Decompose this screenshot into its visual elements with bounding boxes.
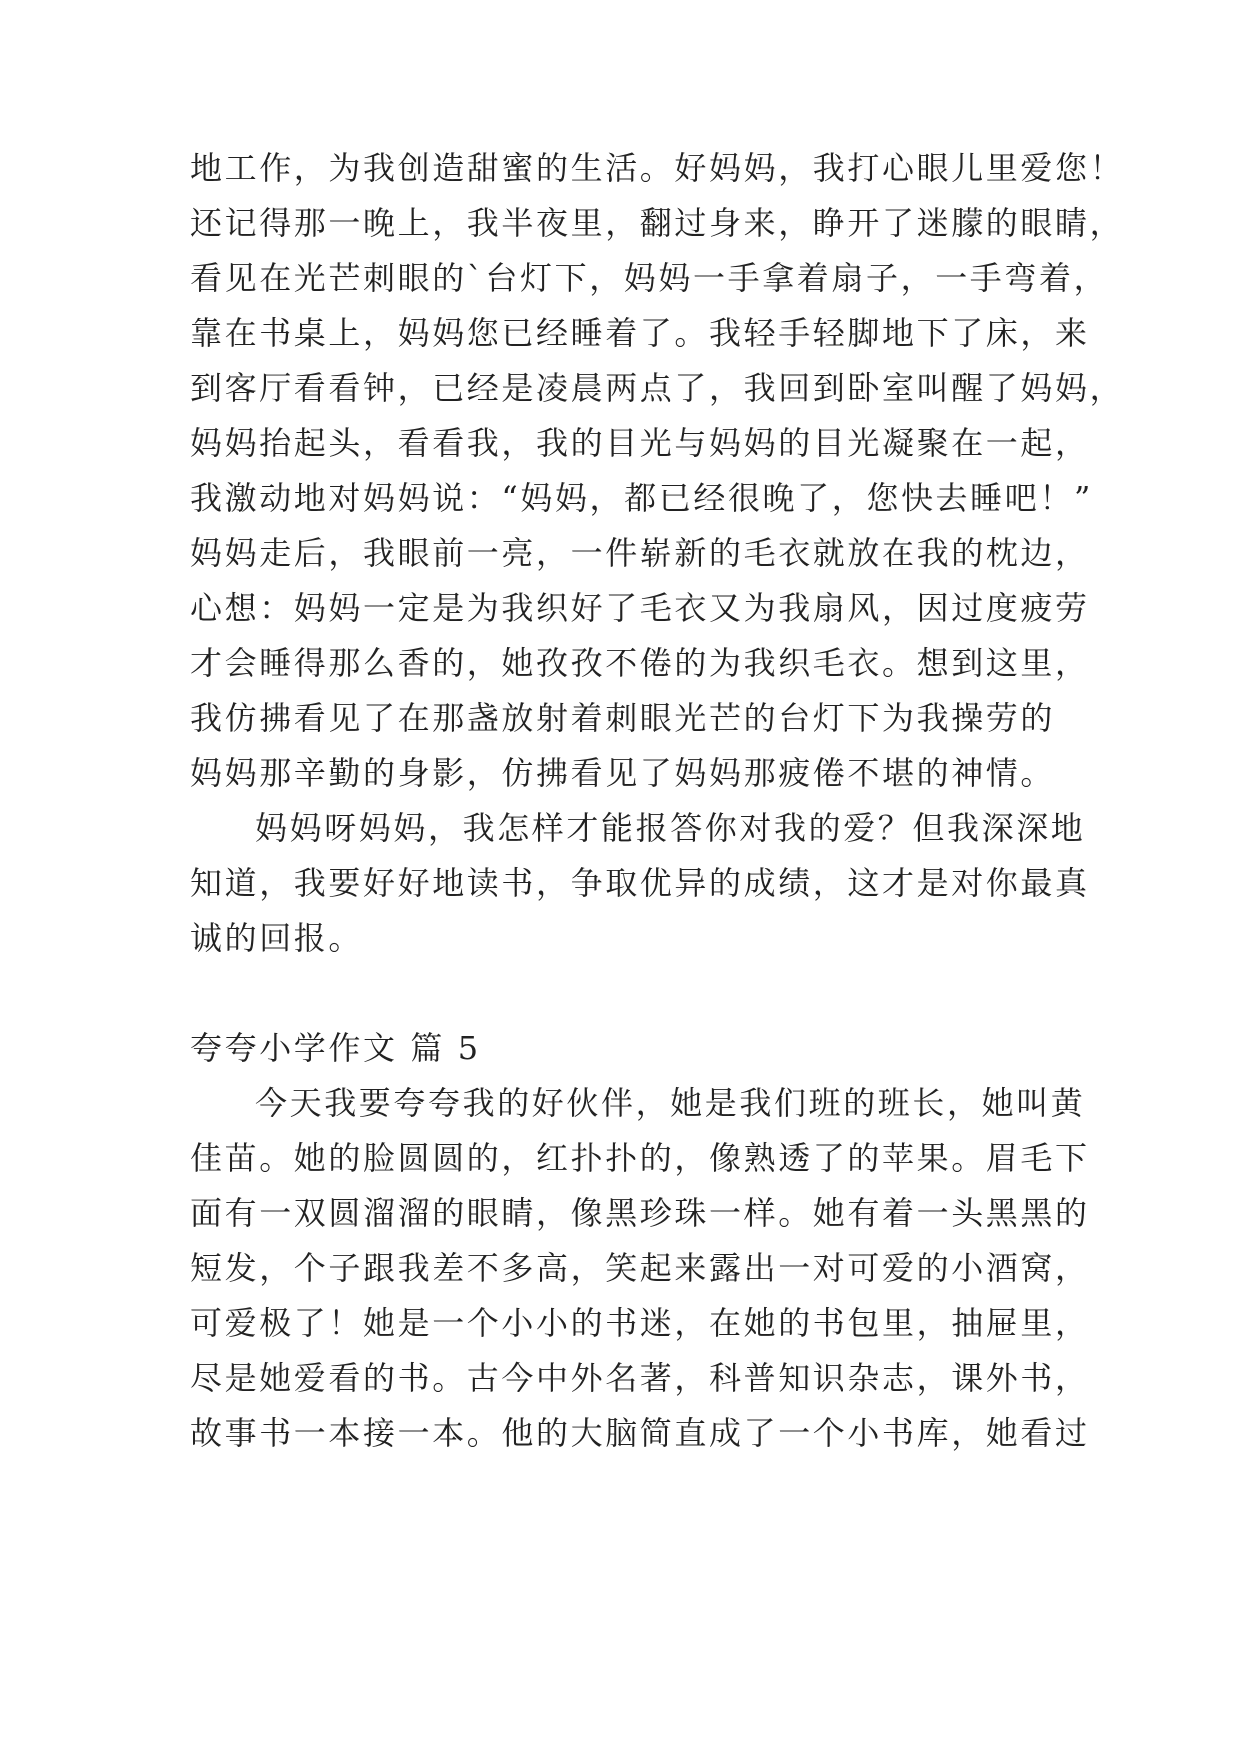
paragraph-line: 知道，我要好好地读书，争取优异的成绩，这才是对你最真 xyxy=(190,864,1090,902)
paragraph-line: 今天我要夸夸我的好伙伴，她是我们班的班长，她叫黄 xyxy=(255,1084,1086,1122)
paragraph-line: 短发，个子跟我差不多高，笑起来露出一对可爱的小酒窝， xyxy=(190,1249,1090,1287)
paragraph-line: 妈妈抬起头，看看我，我的目光与妈妈的目光凝聚在一起， xyxy=(190,424,1090,462)
paragraph-line: 尽是她爱看的书。古今中外名著，科普知识杂志，课外书， xyxy=(190,1359,1090,1397)
paragraph-line: 可爱极了！她是一个小小的书迷，在她的书包里，抽屉里， xyxy=(190,1304,1090,1342)
paragraph-line: 我激动地对妈妈说：“妈妈，都已经很晚了，您快去睡吧！” xyxy=(190,479,1093,517)
paragraph-line: 妈妈那辛勤的身影，仿拂看见了妈妈那疲倦不堪的神情。 xyxy=(190,754,1056,792)
paragraph-line: 地工作，为我创造甜蜜的生活。好妈妈，我打心眼儿里爱您！ xyxy=(190,149,1125,187)
paragraph-line: 还记得那一晚上，我半夜里，翻过身来，睁开了迷朦的眼睛， xyxy=(190,204,1125,242)
paragraph-line: 靠在书桌上，妈妈您已经睡着了。我轻手轻脚地下了床，来 xyxy=(190,314,1090,352)
paragraph-line: 故事书一本接一本。他的大脑简直成了一个小书库，她看过 xyxy=(190,1414,1090,1452)
paragraph-line: 我仿拂看见了在那盏放射着刺眼光芒的台灯下为我操劳的 xyxy=(190,699,1056,737)
paragraph-line: 看见在光芒刺眼的`台灯下，妈妈一手拿着扇子，一手弯着， xyxy=(190,259,1109,297)
paragraph-line: 妈妈呀妈妈，我怎样才能报答你对我的爱？但我深深地 xyxy=(255,809,1086,847)
paragraph-line: 诚的回报。 xyxy=(190,919,364,957)
paragraph-line: 佳苗。她的脸圆圆的，红扑扑的，像熟透了的苹果。眉毛下 xyxy=(190,1139,1090,1177)
section-title: 夸夸小学作文 篇 5 xyxy=(190,1029,481,1067)
paragraph-line: 才会睡得那么香的，她孜孜不倦的为我织毛衣。想到这里， xyxy=(190,644,1090,682)
paragraph-line: 到客厅看看钟，已经是凌晨两点了，我回到卧室叫醒了妈妈， xyxy=(190,369,1125,407)
paragraph-line: 心想：妈妈一定是为我织好了毛衣又为我扇风，因过度疲劳 xyxy=(190,589,1090,627)
paragraph-line: 妈妈走后，我眼前一亮，一件崭新的毛衣就放在我的枕边， xyxy=(190,534,1090,572)
paragraph-line: 面有一双圆溜溜的眼睛，像黑珍珠一样。她有着一头黑黑的 xyxy=(190,1194,1090,1232)
